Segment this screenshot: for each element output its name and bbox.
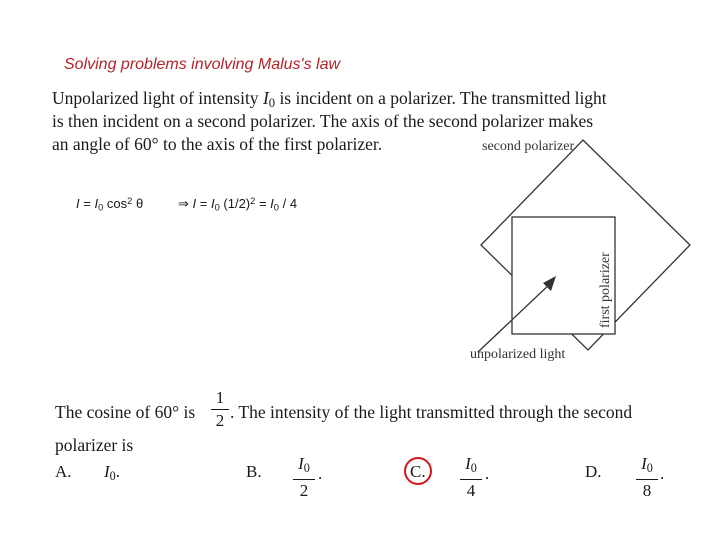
option-c-denominator: 4 <box>466 481 476 501</box>
problem-text: Unpolarized light of intensity <box>52 88 263 108</box>
eq-cos: cos <box>103 196 128 212</box>
option-c-numerator <box>460 454 482 478</box>
intensity-var: I <box>262 88 269 108</box>
solution-line-1b: . The intensity of the light transmitted through the second <box>230 402 633 422</box>
slide-title: Solving problems involving Malus's law <box>64 56 341 73</box>
eq-sub: 0 <box>273 202 279 213</box>
problem-line-2: is then incident on a second polarizer. The axis of the second polarizer makes <box>52 111 594 131</box>
eq-var: I <box>76 196 80 212</box>
first-polarizer-label: first polarizer <box>598 252 613 328</box>
eq-var: I <box>210 196 215 212</box>
option-b-letter: B. <box>246 462 262 481</box>
fraction-numerator: 1 <box>215 388 225 407</box>
second-polarizer-label: second polarizer <box>482 139 575 154</box>
option-var: I <box>298 454 304 473</box>
eq-sub: 0 <box>98 202 104 213</box>
option-sub: 0 <box>470 461 477 476</box>
option-c-suffix: . <box>485 464 490 483</box>
option-var: I <box>104 462 110 481</box>
eq-end: / 4 <box>279 196 298 212</box>
option-c-letter: C. <box>410 462 426 481</box>
eq-sign: = <box>196 196 211 212</box>
option-sub: 0 <box>303 461 310 476</box>
solution-line-2: polarizer is <box>55 435 134 455</box>
option-d-suffix: . <box>660 464 665 483</box>
eq-sign: = <box>79 196 95 212</box>
option-d-letter: D. <box>585 462 602 481</box>
intensity-sub: 0 <box>268 96 276 111</box>
problem-line-3: an angle of 60° to the axis of the first polarizer. <box>52 134 383 154</box>
option-a-letter: A. <box>55 462 72 481</box>
eq-var: I <box>192 196 197 212</box>
option-sub: 0 <box>646 461 653 476</box>
unpolarized-light-label: unpolarized light <box>470 347 566 362</box>
fraction-bar <box>636 479 658 480</box>
option-b-denominator: 2 <box>299 481 309 501</box>
eq-var: I <box>270 196 274 212</box>
eq-sup: 2 <box>250 196 256 206</box>
option-suffix: . <box>115 462 121 481</box>
solution-line-1a: The cosine of 60° is <box>55 402 196 422</box>
fraction-denominator: 2 <box>215 411 225 430</box>
implies-symbol: ⇒ <box>178 196 193 212</box>
eq-paren: (1/2) <box>219 196 251 212</box>
option-var: I <box>641 454 647 473</box>
option-sub: 0 <box>109 469 116 484</box>
option-c-fraction <box>460 454 482 501</box>
eq-var: I <box>94 196 99 212</box>
eq-theta: θ <box>132 196 144 212</box>
option-d-fraction <box>636 454 658 501</box>
problem-text: is incident on a polarizer. The transmitted light <box>275 88 607 108</box>
eq-sign: = <box>255 196 271 212</box>
option-var: I <box>465 454 471 473</box>
fraction-bar <box>460 479 482 480</box>
eq-sub: 0 <box>214 202 220 213</box>
eq-sup: 2 <box>127 196 133 206</box>
option-b-suffix: . <box>318 464 323 483</box>
option-d-numerator <box>636 454 658 478</box>
option-d-denominator: 8 <box>642 481 652 501</box>
